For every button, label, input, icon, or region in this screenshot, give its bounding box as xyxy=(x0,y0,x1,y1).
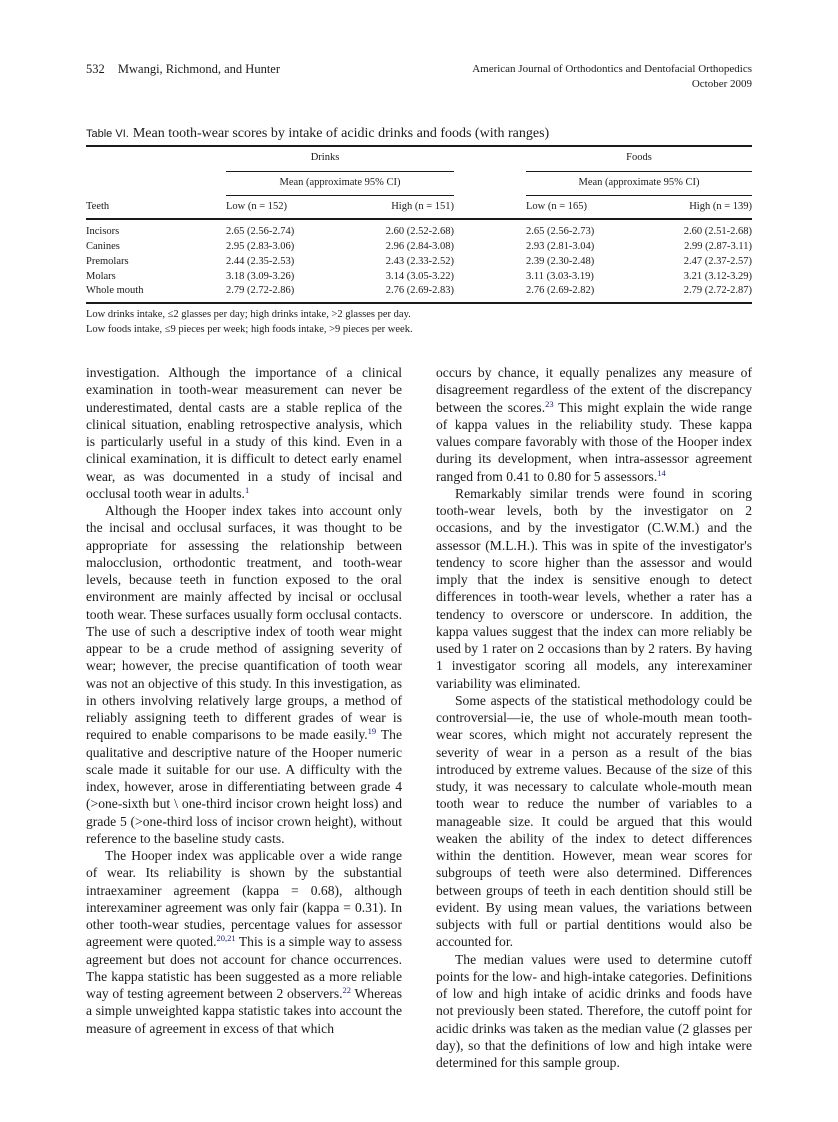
paragraph xyxy=(86,502,402,847)
drinks-group-rule xyxy=(226,171,454,172)
paragraph-text: Although the Hooper index takes into account only the incisal and occlusal surfaces, it was thought to be appropriate for assessing the relationship between malocclusion, orthodontic treatment, and tooth-wear levels, because teeth in function exposed to the oral environment are mainly affected by incisal or occlusal tooth wear. These surfaces usually form occlusal contacts. The use of such a descriptive index of tooth wear might appear to be a crude method of assigning severity of wear; however, the precise quantification of tooth wear was not an objective of this study. In this investigation, as in others involving relatively large groups, a method of reliably assigning teeth to different grades of wear is required to enable comparisons to be made easily. xyxy=(86,503,402,743)
paragraph-text: The qualitative and descriptive nature of the Hooper numeric scale made it suitable for our use. A difficulty with the index, however, arose in differentiating between grade 4 (>one-sixth but \ one-third incisor crown height loss) and grade 5 (>one-third loss of incisor crown height), without reference to the baseline study casts. xyxy=(86,727,402,846)
body-column-left xyxy=(86,364,402,1037)
paragraph-text: The Hooper index was applicable over a wide range of wear. Its reliability is shown by the substantial intraexaminer agreement (kappa = 0.68), although interexaminer agreement was only fair (kappa = 0.31). In other tooth-wear studies, percentage values for assessor agreement were quoted. xyxy=(86,848,402,950)
paragraph xyxy=(436,364,752,485)
author-names: Mwangi, Richmond, and Hunter xyxy=(117,62,281,76)
cell-foods-high: 2.79 (2.72-2.87) xyxy=(683,285,752,296)
citation-link[interactable]: 14 xyxy=(657,467,666,478)
running-header-left xyxy=(86,62,280,77)
cell-drinks-high: 2.96 (2.84-3.08) xyxy=(385,241,454,252)
citation-link[interactable]: 20,21 xyxy=(216,933,236,944)
column-header-drinks-high: High (n = 151) xyxy=(391,201,454,212)
column-header-drinks-low: Low (n = 152) xyxy=(226,201,288,212)
foods-subheader-rule xyxy=(526,195,752,196)
issue-date: October 2009 xyxy=(691,78,752,90)
paragraph-text: Whereas a simple unweighted kappa statistic takes into account the measure of agreement in excess of that which xyxy=(86,986,402,1036)
cell-drinks-low: 2.65 (2.56-2.74) xyxy=(226,226,295,237)
group-header-drinks: Drinks xyxy=(310,152,340,163)
page-number: 532 xyxy=(86,62,105,76)
paragraph-text: occurs by chance, it equally penalizes any measure of disagreement regardless of the extent of the discrepancy between the scores. xyxy=(436,365,752,415)
citation-link[interactable]: 23 xyxy=(545,398,554,409)
foods-group-rule xyxy=(526,171,752,172)
column-header-foods-high: High (n = 139) xyxy=(689,201,752,212)
column-header-teeth: Teeth xyxy=(86,201,110,212)
cell-foods-low: 3.11 (3.03-3.19) xyxy=(526,271,594,282)
citation-link[interactable]: 1 xyxy=(244,484,250,495)
cell-foods-high: 3.21 (3.12-3.29) xyxy=(683,271,752,282)
table-label: Table VI. xyxy=(86,128,129,140)
citation-link[interactable]: 19 xyxy=(367,726,377,737)
paragraph: Remarkably similar trends were found in scoring tooth-wear levels, both by the investigator on 2 occasions, and by the investigator (C.W.M.) and the assessor (M.L.H.). This was in spite of the investigator's tendency to score higher than the assessor and would imply that the index is sensitive enough to detect differences in tooth-wear levels, whether a rater has a tendency to overscore or underscore. In addition, the kappa values suggest that the index can more reliably be used by 1 rater on 2 occasions than by 2 raters. By having 1 investigator scoring all models, any interexaminer variability was eliminated. xyxy=(436,485,752,691)
journal-name: American Journal of Orthodontics and Dentofacial Orthopedics xyxy=(472,63,752,75)
group-header-foods: Foods xyxy=(626,152,652,163)
cell-foods-high: 2.47 (2.37-2.57) xyxy=(683,256,752,267)
table-header-rule xyxy=(86,218,752,220)
paragraph-text: This might explain the wide range of kappa values in the reliability study. These kappa values compare favorably with those of the Hooper index during its development, when intra-assessor agreement ranged from 0.41 to 0.80 for 5 assessors. xyxy=(436,399,753,484)
column-header-foods-low: Low (n = 165) xyxy=(526,201,588,212)
row-label: Canines xyxy=(86,241,120,252)
cell-foods-low: 2.65 (2.56-2.73) xyxy=(526,226,595,237)
cell-drinks-high: 2.60 (2.52-2.68) xyxy=(385,226,454,237)
row-label: Whole mouth xyxy=(86,285,144,296)
foods-subheader: Mean (approximate 95% CI) xyxy=(578,177,700,188)
table-top-rule xyxy=(86,145,752,147)
drinks-subheader-rule xyxy=(226,195,454,196)
cell-drinks-low: 2.95 (2.83-3.06) xyxy=(226,241,295,252)
cell-foods-low: 2.39 (2.30-2.48) xyxy=(526,256,595,267)
paragraph-text: investigation. Although the importance of a clinical examination in tooth-wear measurement can never be underestimated, dental casts are a stable replica of the clinical situation, enabling retrospective analysis, which is particularly useful in a study of this kind. Even in a clinical examination, it is difficult to detect early enamel wear, as was documented in a study of incisal and occlusal tooth wear in adults. xyxy=(86,365,402,501)
paragraph-text: This is a simple way to assess agreement but does not account for chance occurrences. The kappa statistic has been suggested as a more reliable way of testing agreement between 2 observers. xyxy=(86,934,402,1001)
cell-drinks-high: 2.76 (2.69-2.83) xyxy=(385,285,454,296)
cell-foods-low: 2.76 (2.69-2.82) xyxy=(526,285,595,296)
row-label: Premolars xyxy=(86,256,129,267)
cell-drinks-low: 2.79 (2.72-2.86) xyxy=(226,285,295,296)
cell-drinks-low: 3.18 (3.09-3.26) xyxy=(226,271,295,282)
cell-drinks-low: 2.44 (2.35-2.53) xyxy=(226,256,295,267)
table-title xyxy=(86,126,549,142)
row-label: Molars xyxy=(86,271,116,282)
drinks-subheader: Mean (approximate 95% CI) xyxy=(279,177,401,188)
paragraph: The median values were used to determine cutoff points for the low- and high-intake categories. Definitions of low and high intake of acidic drinks and foods have not previously been stated. Therefore, the cutoff point for acidic drinks was taken as the median value (2 glasses per day), so that the definitions of low and high intake were determined for this sample group. xyxy=(436,951,752,1070)
cell-foods-high: 2.99 (2.87-3.11) xyxy=(684,241,752,252)
table-bottom-rule xyxy=(86,302,752,304)
paragraph: Some aspects of the statistical methodology could be controversial—ie, the use of whole-mouth mean tooth-wear scores, which might not accurately represent the severity of wear in a person as a result of the bias introduced by extreme values. Because of the size of this study, it was necessary to calculate whole-mouth mean tooth wear to reduce the number of variables to a manageable size. It could be argued that this would weaken the ability of the index to detect differences within the dentition. However, mean wear scores for subgroups of teeth were also determined. Differences between groups of teeth in each dentition should still be evident. By using mean values, the variations between subjects with full or partial dentitions would also be accounted for. xyxy=(436,692,752,950)
citation-link[interactable]: 22 xyxy=(342,985,352,995)
cell-drinks-high: 3.14 (3.05-3.22) xyxy=(385,271,454,282)
cell-foods-low: 2.93 (2.81-3.04) xyxy=(526,241,595,252)
table-footnote-foods: Low foods intake, ≤9 pieces per week; high foods intake, >9 pieces per week. xyxy=(86,324,413,335)
table-caption: Mean tooth-wear scores by intake of acidic drinks and foods (with ranges) xyxy=(132,126,550,141)
row-label: Incisors xyxy=(86,226,120,237)
running-header-right xyxy=(472,62,752,92)
cell-drinks-high: 2.43 (2.33-2.52) xyxy=(385,256,454,267)
cell-foods-high: 2.60 (2.51-2.68) xyxy=(683,226,752,237)
paragraph xyxy=(86,847,402,1037)
table-footnote-drinks: Low drinks intake, ≤2 glasses per day; high drinks intake, >2 glasses per day. xyxy=(86,309,411,320)
paragraph xyxy=(86,364,402,502)
body-column-right xyxy=(436,364,752,1071)
